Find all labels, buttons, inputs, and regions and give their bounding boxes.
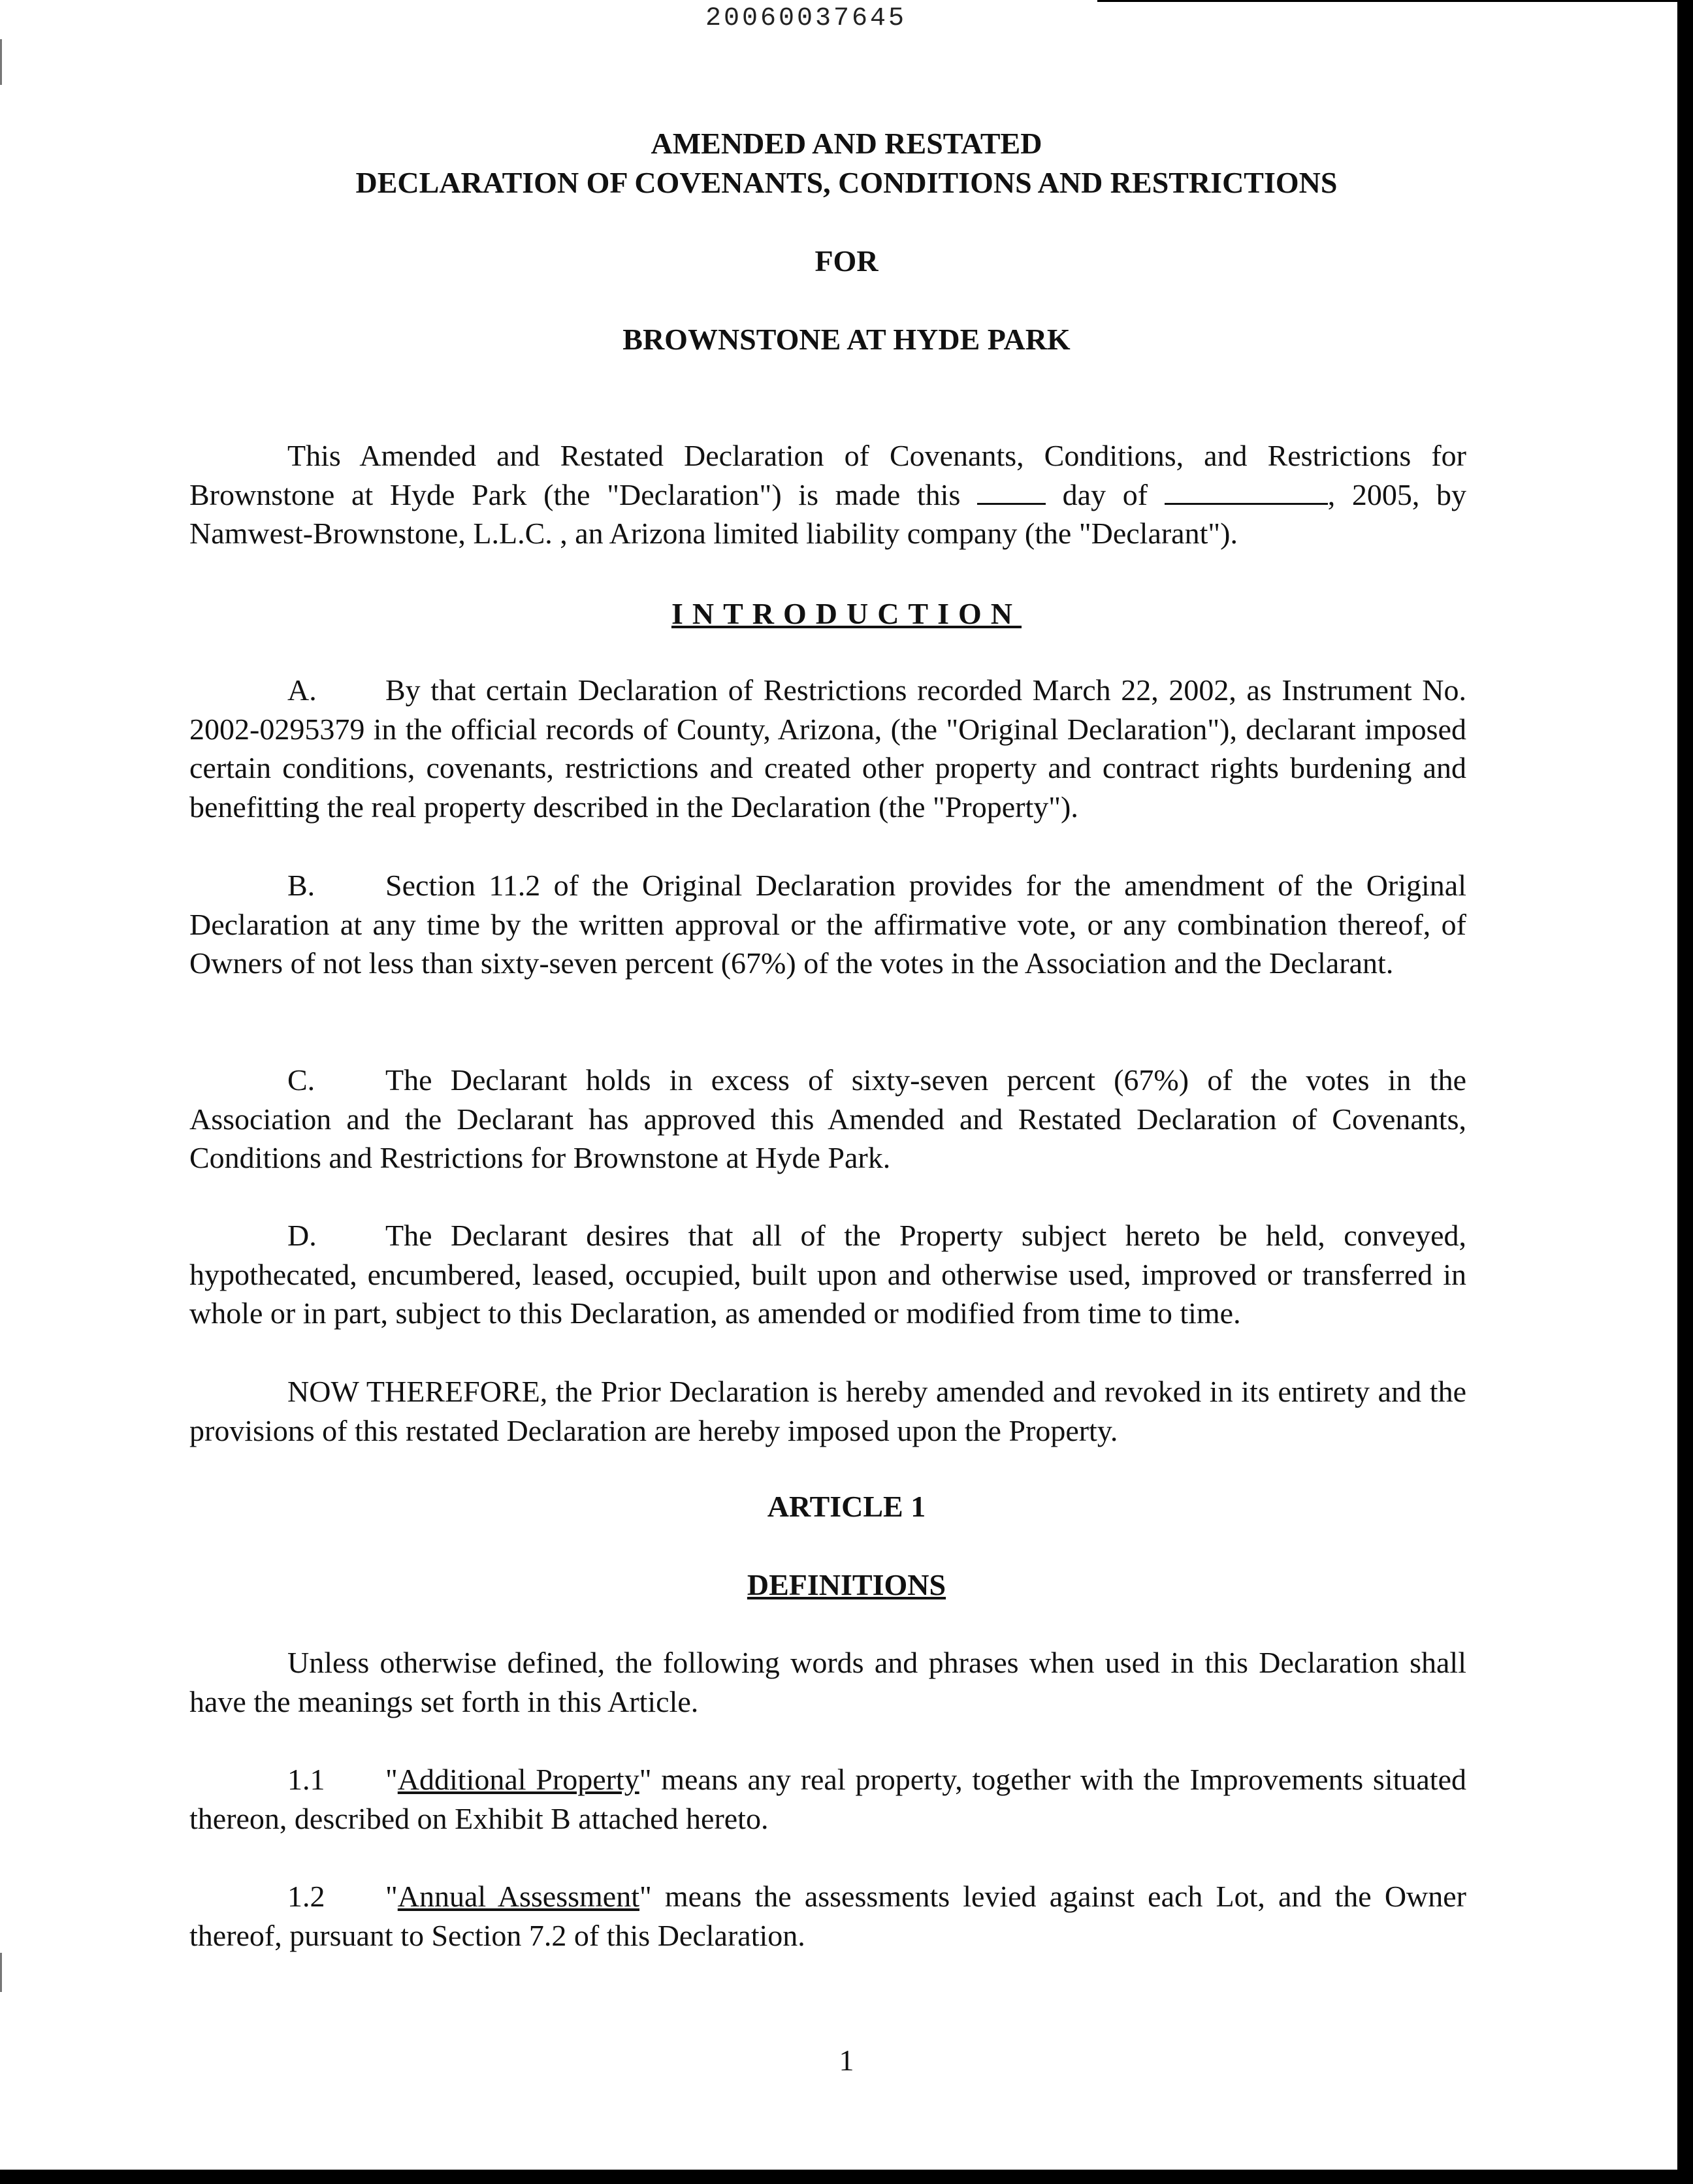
page-number: 1: [839, 2044, 854, 2077]
section-number: 1.2: [287, 1880, 325, 1913]
preamble-text-3: , 2005, by Namwest-Brownstone, L.L.C. , an Arizona limited liability company (the "Declarant").: [189, 477, 1467, 550]
paragraph-text: Section 11.2 of the Original Declaration provides for the amendment of the Original Declaration at any time by the written approval or the affirmative vote, or any combination thereof, of Owners of not less than sixty-seven percent (67%) of the votes in the Association and the Declarant.: [189, 869, 1466, 980]
quote-mark: ": [385, 1880, 398, 1913]
paragraph-label: A.: [287, 673, 317, 707]
now-therefore-text: NOW THEREFORE, the Prior Declaration is hereby amended and revoked in its entirety and the provisions of this restated Declaration are hereby imposed upon the Property.: [189, 1375, 1466, 1447]
introduction-heading: [0, 594, 1693, 634]
preamble-paragraph: [189, 436, 1466, 553]
blank-month: [1165, 483, 1328, 505]
intro-paragraph-b: [189, 866, 1466, 983]
definition-1-1: [189, 1760, 1466, 1838]
preamble-text-1: This Amended and Restated Declaration of Covenants, Conditions, and Restrictions for Brownstone at Hyde Park (the "Declaration") is made this: [189, 439, 1466, 511]
article-number: ARTICLE 1: [767, 1490, 926, 1523]
scan-edge-mark: [0, 1953, 2, 1992]
scan-bottom-border: [0, 2170, 1693, 2184]
intro-paragraph-a: [189, 671, 1466, 826]
blank-day: [977, 483, 1046, 505]
quote-mark: ": [385, 1763, 398, 1796]
paragraph-label: D.: [287, 1219, 317, 1252]
definitions-intro-text: Unless otherwise defined, the following words and phrases when used in this Declaration shall have the meanings set forth in this Article.: [189, 1646, 1466, 1718]
paragraph-text: By that certain Declaration of Restrictions recorded March 22, 2002, as Instrument No. 2002-0295379 in the official records of County, Arizona, (the "Original Declaration"), declarant imposed certain conditions, covenants, restrictions and created other property and contract rights burdening and benefitting the real property described in the Declaration (the "Property").: [189, 673, 1466, 824]
paragraph-text: The Declarant holds in excess of sixty-seven percent (67%) of the votes in the Association and the Declarant has approved this Amended and Restated Declaration of Covenants, Conditions and Restrictions for Brownstone at Hyde Park.: [189, 1063, 1466, 1174]
definition-1-2: [189, 1877, 1466, 1955]
title-line-1: AMENDED AND RESTATED: [651, 127, 1042, 160]
defined-term: Additional Property: [397, 1763, 639, 1796]
introduction-heading-text: INTRODUCTION: [671, 597, 1022, 630]
intro-paragraph-c: [189, 1061, 1466, 1178]
paragraph-label: C.: [287, 1063, 315, 1097]
definition-text: " means the assessments levied against each Lot, and the Owner thereof, pursuant to Section 7.2 of this Declaration.: [189, 1880, 1466, 1952]
scan-top-border: [1097, 0, 1685, 2]
paragraph-text: The Declarant desires that all of the Property subject hereto be held, conveyed, hypothecated, encumbered, leased, occupied, built upon and otherwise used, improved or transferred in whole or in part, subject to this Declaration, as amended or modified from time to time.: [189, 1219, 1466, 1330]
intro-paragraph-d: [189, 1216, 1466, 1333]
article-heading-text: DEFINITIONS: [747, 1568, 946, 1601]
title-line-3: FOR: [814, 244, 879, 278]
scan-edge-mark: [0, 39, 2, 85]
title-line-4: BROWNSTONE AT HYDE PARK: [622, 323, 1071, 356]
definition-text: " means any real property, together with the Improvements situated thereon, described on Exhibit B attached hereto.: [189, 1763, 1466, 1835]
article-heading: [0, 1566, 1693, 1605]
definitions-intro-paragraph: [189, 1643, 1466, 1721]
paragraph-label: B.: [287, 869, 315, 902]
defined-term: Annual Assessment: [397, 1880, 639, 1913]
recording-number: 20060037645: [705, 4, 907, 33]
now-therefore-paragraph: [189, 1372, 1466, 1450]
section-number: 1.1: [287, 1763, 325, 1796]
preamble-text-2: day of: [1062, 477, 1148, 511]
title-line-2: DECLARATION OF COVENANTS, CONDITIONS AND RESTRICTIONS: [355, 166, 1338, 199]
